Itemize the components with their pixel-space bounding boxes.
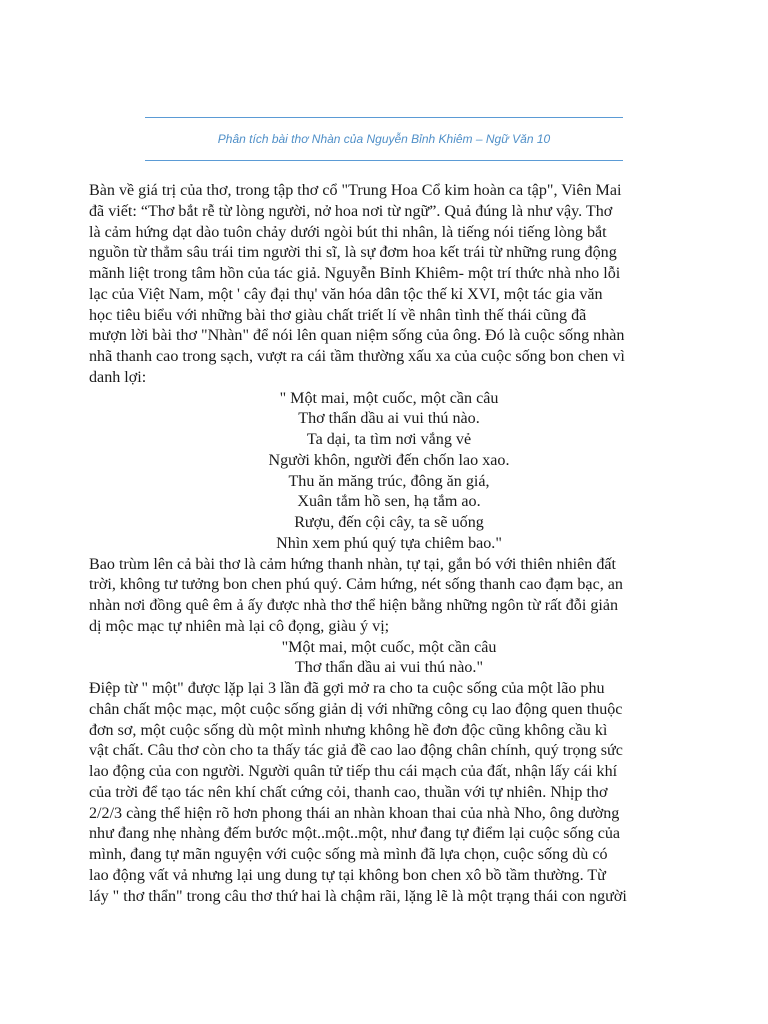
middle-line: Bao trùm lên cả bài thơ là cảm hứng thanh nhàn, tự tại, gắn bó với thiên nhiên đất — [89, 555, 616, 573]
middle-line: trời, không tư tưởng bon chen phú quý. Cảm hứng, nét sống thanh cao đạm bạc, an — [89, 576, 623, 594]
header-top-rule — [145, 117, 623, 118]
poem-line: Nhìn xem phú quý tựa chiêm bao." — [276, 534, 502, 552]
intro-line: mãnh liệt trong tâm hồn của tác giả. Nguyễn Bỉnh Khiêm- một trí thức nhà nho lỗi — [89, 265, 621, 282]
intro-line: nguồn từ thẳm sâu trái tim người thi sĩ, là sự đơm hoa kết trái từ những rung động — [89, 244, 617, 262]
analysis-line: như đang nhẹ nhàng đếm bước một..một..một, như đang tự điểm lại cuộc sống của — [89, 825, 621, 843]
poem-line: Rượu, đến cội cây, ta sẽ uống — [294, 514, 484, 531]
poem-line: Người khôn, người đến chốn lao xao. — [268, 451, 510, 469]
intro-line: nhã thanh cao trong sạch, vượt ra cái tầm thường xấu xa của cuộc sống bon chen vì — [89, 348, 625, 365]
intro-paragraph — [89, 181, 689, 389]
intro-line: mượn lời bài thơ "Nhàn" để nói lên quan niệm sống của ông. Đó là cuộc sống nhàn — [89, 327, 625, 345]
poem-excerpt — [89, 638, 689, 680]
poem-line: Thơ thẩn dầu ai vui thú nào." — [294, 659, 484, 677]
analysis-paragraph — [89, 679, 689, 907]
intro-line: lạc của Việt Nam, một ' cây đại thụ' văn hóa dân tộc thế kỉ XVI, một tác gia văn — [89, 285, 603, 303]
poem-line: Xuân tắm hồ sen, hạ tắm ao. — [297, 493, 481, 511]
analysis-line: của trời để tạo tác nên khí chất cứng cỏi, thanh cao, thuần với tự nhiên. Nhịp thơ — [89, 783, 608, 801]
poem-full — [89, 389, 689, 555]
analysis-line: vật chất. Câu thơ còn cho ta thấy tác giả đề cao lao động chân chính, quý trọng sức — [89, 742, 623, 760]
middle-paragraph — [89, 555, 689, 638]
analysis-line: lao động vất vả nhưng lại ung dung tự tại không bon chen xô bồ tầm thường. Từ — [89, 866, 606, 884]
analysis-line: lao động của con người. Người quân tử tiếp thu cái mạch của đất, nhận lấy cái khí — [89, 763, 618, 780]
analysis-line: 2/2/3 càng thể hiện rõ hơn phong thái an nhàn khoan thai của nhà Nho, ông dường — [89, 804, 620, 822]
intro-line: danh lợi: — [89, 368, 147, 386]
intro-line: học tiêu biểu với những bài thơ giàu chất triết lí về nhân tình thế thái cũng đã — [89, 306, 587, 324]
analysis-line: Điệp từ " một" được lặp lại 3 lần đã gợi mở ra cho ta cuộc sống của một lão phu — [89, 680, 605, 697]
document-title: Phân tích bài thơ Nhàn của Nguyễn Bỉnh Khiêm – Ngữ Văn 10 — [217, 132, 551, 146]
poem-line: Ta dại, ta tìm nơi vắng vẻ — [306, 431, 472, 448]
document-body — [89, 181, 689, 907]
poem-line: Thơ thẩn dầu ai vui thú nào. — [298, 410, 480, 428]
intro-line: là cảm hứng dạt dào tuôn chảy dưới ngòi bút thi nhân, là tiếng nói tiếng lòng bắt — [89, 223, 607, 241]
middle-line: dị mộc mạc tự nhiên mà lại cô đọng, giàu ý vị; — [89, 617, 390, 635]
middle-line: nhàn nơi đồng quê êm ả ấy được nhà thơ thể hiện bằng những ngôn từ rất đỗi giản — [89, 597, 619, 614]
analysis-line: láy " thơ thẩn" trong câu thơ thứ hai là chậm rãi, lặng lẽ là một trạng thái con người — [89, 887, 627, 905]
poem-line: " Một mai, một cuốc, một cần câu — [279, 389, 499, 407]
analysis-line: mình, đang tự mãn nguyện với cuộc sống mà mình đã lựa chọn, cuộc sống dù có — [89, 846, 608, 863]
poem-line: Thu ăn măng trúc, đông ăn giá, — [288, 472, 490, 490]
intro-line: Bàn về giá trị của thơ, trong tập thơ cổ "Trung Hoa Cổ kim hoàn ca tập", Viên Mai — [89, 182, 622, 199]
poem-line: "Một mai, một cuốc, một cần câu — [281, 638, 497, 656]
analysis-line: đơn sơ, một cuộc sống dù một mình nhưng không hề đơn độc cũng không cầu kì — [89, 721, 608, 739]
analysis-line: chân chất mộc mạc, một cuộc sống giản dị với những công cụ lao động quen thuộc — [89, 700, 623, 718]
header-bottom-rule — [145, 160, 623, 161]
intro-line: đã viết: “Thơ bắt rễ từ lòng người, nở hoa nơi từ ngữ”. Quả đúng là như vậy. Thơ — [89, 202, 613, 220]
